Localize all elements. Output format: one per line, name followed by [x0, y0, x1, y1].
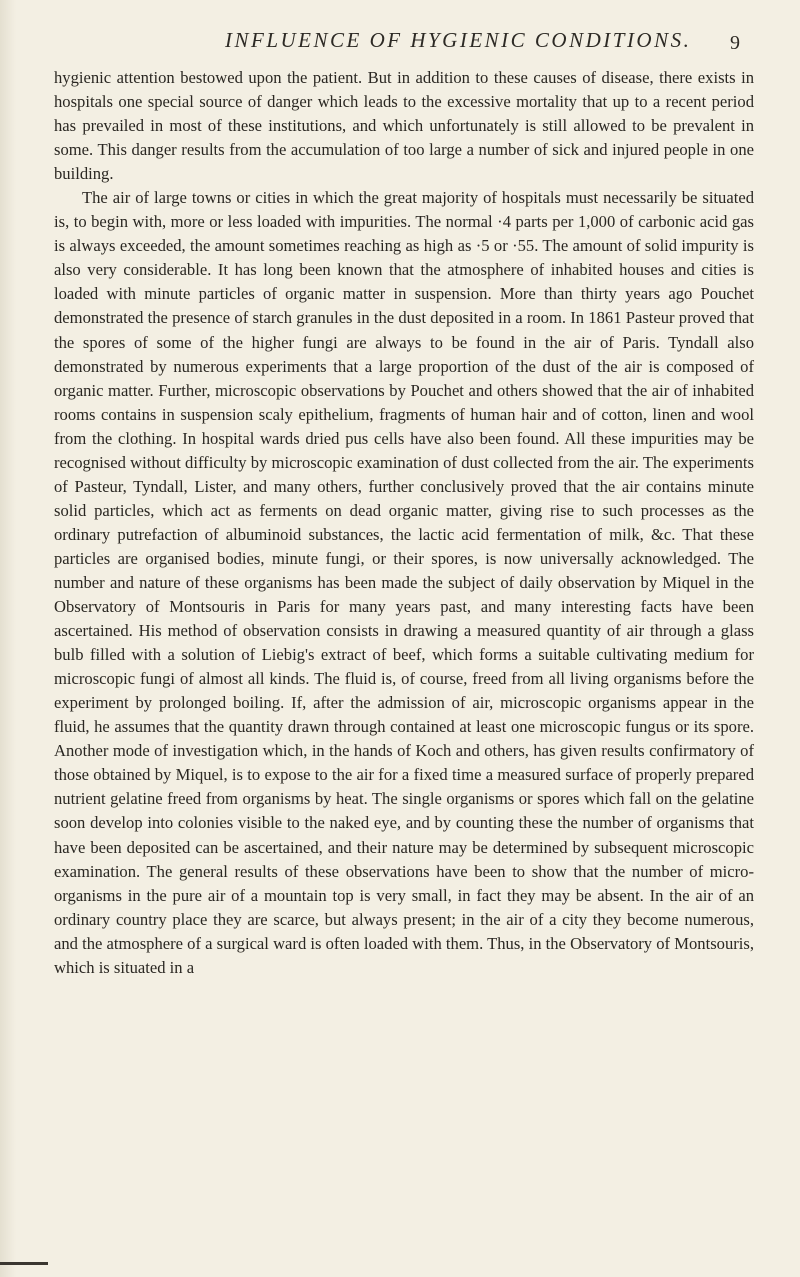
paragraph: hygienic attention bestowed upon the patient. But in addition to these causes of disease, there exists in hospitals one special source of danger which leads to the excessive mortality that up to a recent period has prevailed in most of these institutions, and which unfortunately is still allowed to be prevalent in some. This danger results from the accumulation of too large a number of sick and injured people in one building.: [54, 68, 754, 184]
page-header: [0, 28, 800, 56]
running-head: INFLUENCE OF HYGIENIC CONDITIONS.: [225, 28, 692, 52]
paragraph: The air of large towns or cities in which the great majority of hospitals must necessarily be situated is, to begin with, more or less loaded with impurities. The normal ·4 parts per 1,000 of carbonic acid gas is always exceeded, the amount sometimes reaching as high as ·5 or ·55. The amount of solid impurity is also very considerable. It has long been known that the atmosphere of inhabited houses and cities is loaded with minute particles of organic matter in suspension. More than thirty years ago Pouchet demonstrated the presence of starch granules in the dust deposited in a room. In 1861 Pasteur proved that the spores of some of the higher fungi are always to be found in the air of Paris. Tyndall also demonstrated by numerous experiments that a large proportion of the dust of the air is composed of organic matter. Further, microscopic observations by Pouchet and others showed that the air of inhabited rooms contains in suspension scaly epithelium, fragments of human hair and of cotton, linen and wool from the clothing. In hospital wards dried pus cells have also been found. All these impurities may be recognised without difficulty by microscopic examination of dust collected from the air. The experiments of Pasteur, Tyndall, Lister, and many others, further conclusively proved that the air contains minute solid particles, which act as ferments on dead organic matter, giving rise to such processes as the ordinary putrefaction of albuminoid substances, the lactic acid fermentation of milk, &c. That these particles are organised bodies, minute fungi, or their spores, is now universally acknowledged. The number and nature of these organisms has been made the subject of daily observation by Miquel in the Observatory of Montsouris in Paris for many years past, and many interesting facts have been ascertained. His method of observation consists in drawing a measured quantity of air through a glass bulb filled with a solution of Liebig's extract of beef, which forms a suitable cultivating medium for microscopic fungi of almost all kinds. The fluid is, of course, freed from all living organisms before the experiment by prolonged boiling. If, after the admission of air, microscopic organisms appear in the fluid, he assumes that the quantity drawn through contained at least one microscopic fungus or its spore. Another mode of investigation which, in the hands of Koch and others, has given results confirmatory of those obtained by Miquel, is to expose to the air for a fixed time a measured surface of properly prepared nutrient gelatine freed from organisms by heat. The single organisms or spores which fall on the gelatine soon develop into colonies visible to the naked eye, and by counting these the number of organisms that have been deposited can be ascertained, and their nature may be determined by subsequent microscopic examination. The general results of these observations have been to show that the number of micro-organisms in the pure air of a mountain top is very small, in fact they may be absent. In the air of an ordinary country place they are scarce, but always present; in the air of a city they become numerous, and the atmosphere of a surgical ward is often loaded with them. Thus, in the Observatory of Montsouris, which is situated in a: [54, 188, 754, 977]
binding-shadow: [0, 0, 16, 1277]
body-text: [54, 66, 754, 980]
page-edge-mark: [0, 1262, 48, 1265]
page-number: 9: [730, 32, 740, 54]
